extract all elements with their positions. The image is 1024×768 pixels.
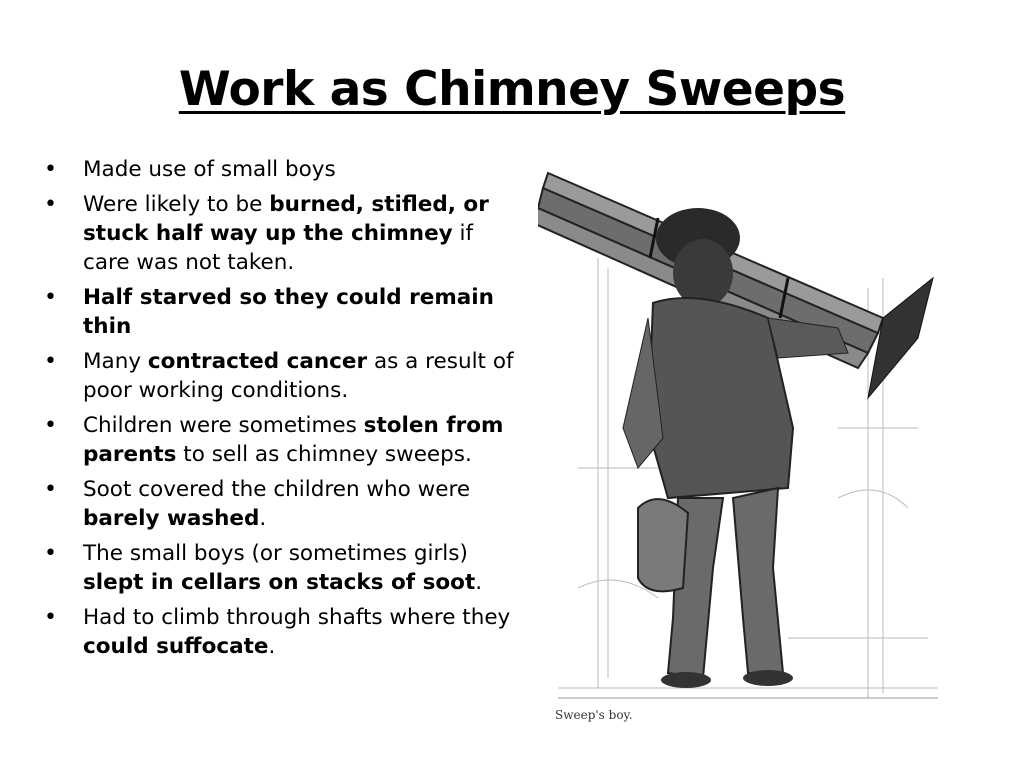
- bullet-dot: •: [44, 541, 57, 566]
- bullet-text: The small boys (or sometimes girls): [83, 541, 468, 566]
- bullet-text-bold: slept in cellars on stacks of soot: [83, 570, 476, 595]
- bullet-text: if care was not taken.: [83, 221, 474, 275]
- bullet-text: Had to climb through shafts where they: [83, 605, 511, 630]
- bullet-text: Were likely to be: [83, 192, 270, 217]
- bullet-item: [40, 190, 520, 277]
- image-caption: Sweep's boy.: [555, 708, 633, 722]
- bullet-item: [40, 539, 520, 597]
- bullet-text: Soot covered the children who were: [83, 477, 471, 502]
- bullet-dot: •: [44, 605, 57, 630]
- slide-title: Work as Chimney Sweeps: [178, 62, 846, 117]
- bullet-text-bold: barely washed: [83, 506, 260, 531]
- bullet-text: to sell as chimney sweeps.: [176, 442, 472, 467]
- bullet-text: Made use of small boys: [83, 157, 336, 182]
- bullet-text: Children were sometimes: [83, 413, 364, 438]
- bullet-text-bold: Half starved so they could remain thin: [83, 285, 494, 339]
- bullet-text: .: [268, 634, 276, 659]
- bullet-item: [40, 347, 520, 405]
- bullet-text: Many: [83, 349, 148, 374]
- bullet-dot: •: [44, 192, 57, 217]
- bullet-text-bold: burned, stifled, or stuck half way up the chimney: [83, 192, 489, 246]
- chimney-sweep-illustration: [538, 168, 948, 728]
- bullet-text-bold: contracted cancer: [147, 349, 368, 374]
- bullet-item: [40, 603, 520, 661]
- bullet-text: .: [259, 506, 267, 531]
- bullet-item: [40, 475, 520, 533]
- bullet-dot: •: [44, 413, 57, 438]
- bullet-text: as a result of poor working conditions.: [83, 349, 514, 403]
- bullet-dot: •: [44, 157, 57, 182]
- bullet-item: [40, 283, 520, 341]
- bullet-dot: •: [44, 285, 57, 310]
- bullet-item: [40, 155, 520, 184]
- bullet-dot: •: [44, 477, 57, 502]
- bullet-text-bold: stolen from parents: [83, 413, 504, 467]
- bullet-list: [40, 155, 520, 667]
- bullet-item: [40, 411, 520, 469]
- bullet-text: .: [475, 570, 483, 595]
- bullet-text-bold: could suffocate: [83, 634, 269, 659]
- bullet-dot: •: [44, 349, 57, 374]
